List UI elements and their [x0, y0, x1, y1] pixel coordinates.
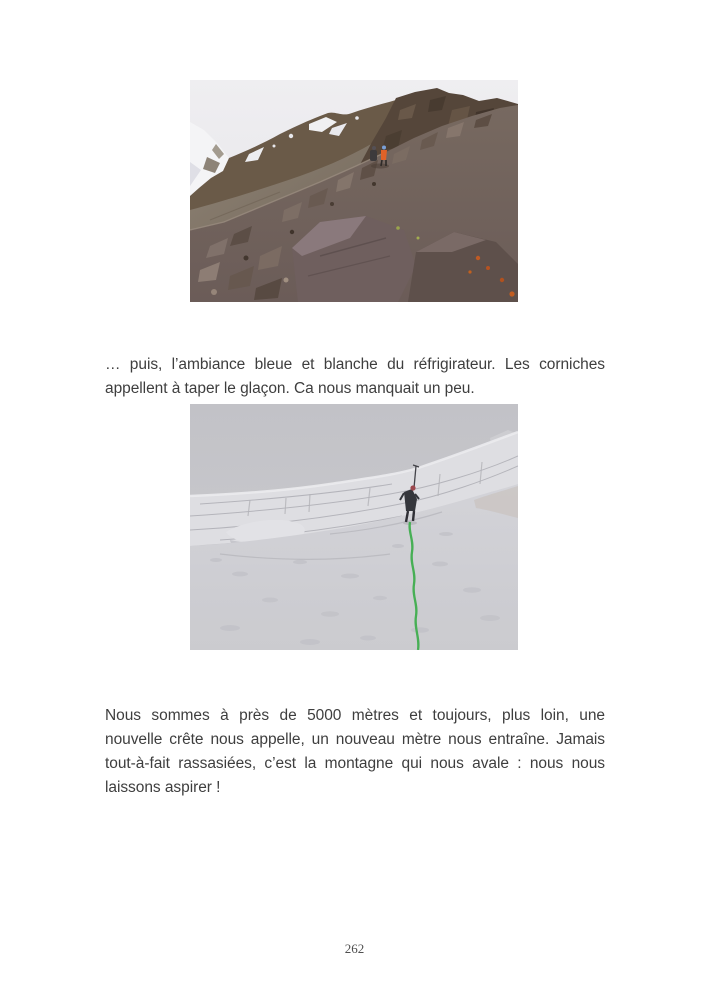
- climber-dark: [370, 150, 377, 161]
- paragraph-refrigerator: [105, 353, 605, 401]
- text-line: appellent à taper le glaçon. Ca nous manquait un peu.: [105, 379, 475, 397]
- photo-rocky-ridge-svg: [190, 80, 518, 302]
- climber-orange: [381, 150, 387, 160]
- text-line: nouvelle crête nous appelle, un nouveau mètre nous entraîne. Jamais: [105, 730, 605, 748]
- blue-helmet: [382, 146, 386, 150]
- page-number: 262: [344, 941, 365, 956]
- photo-glacier-climber: [190, 404, 518, 650]
- text-line: … puis, l’ambiance bleue et blanche du réfrigirateur. Les corniches: [105, 355, 605, 373]
- text-line: laissons aspirer !: [105, 779, 221, 797]
- photo-glacier-climber-svg: [190, 404, 518, 650]
- text-line: tout-à-fait rassasiées, c’est la montagne qui nous avale : nous nous: [105, 754, 605, 772]
- text-line: Nous sommes à près de 5000 mètres et toujours, plus loin, une: [105, 706, 605, 724]
- paragraph-5000-metres: [105, 704, 605, 801]
- photo-rocky-ridge: [190, 80, 518, 302]
